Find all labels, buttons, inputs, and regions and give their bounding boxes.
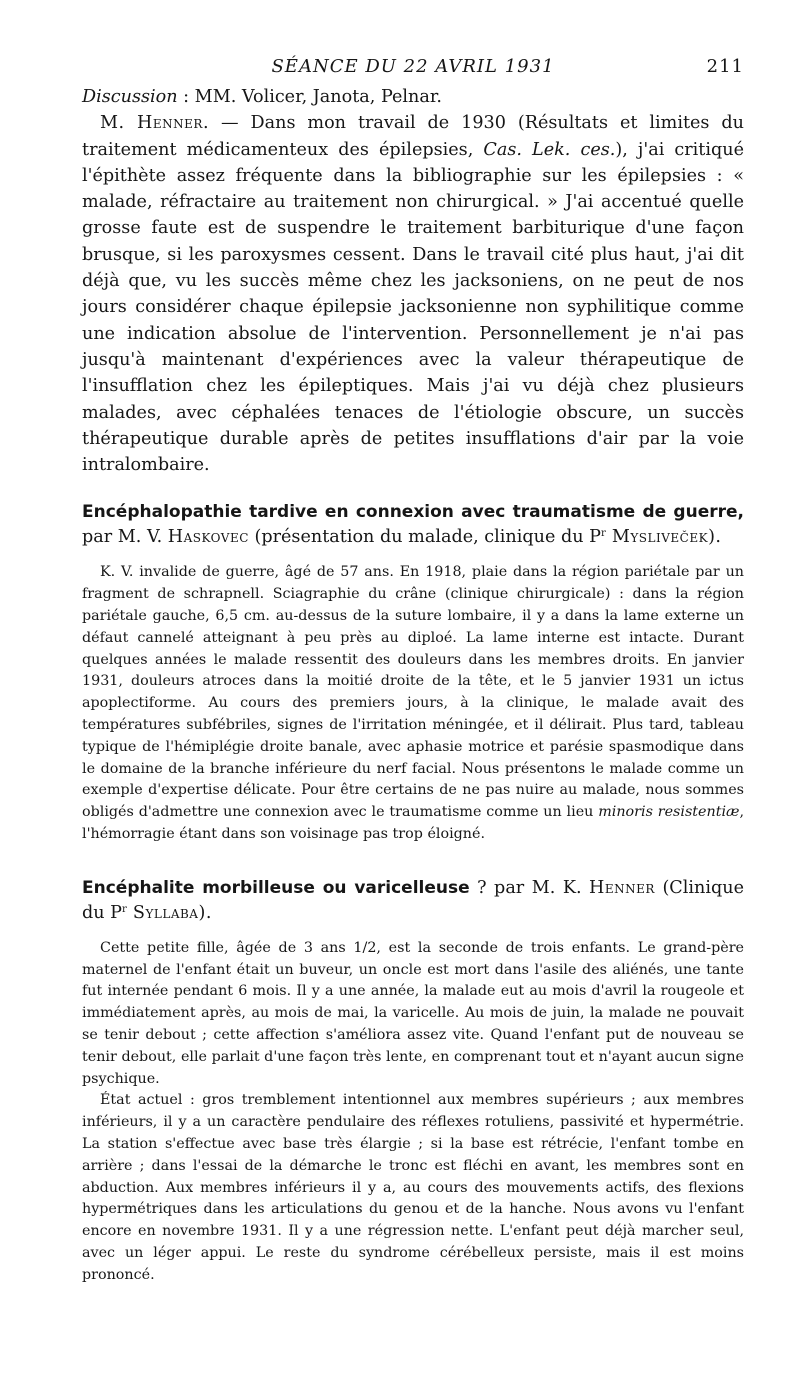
section2-sup: r [122,903,127,915]
discussion-participants: : MM. Volicer, Janota, Pelnar. [177,87,442,107]
section2-paragraph-2: État actuel : gros tremblement intentionnel aux membres supérieurs ; aux membres inférieurs, il y a un caractère pendulaire des réflexes rotuliens, passivité et hypermétrie. La station s'effectue avec base très élargie ; si la base est rétrécie, l'enfant tombe en arrière ; dans l'essai de la démarche le tronc est fléchi en avant, les membres sont en abduction. Aux membres inférieurs il y a, au cours des mouvements actifs, des flexions hypermétriques dans les articulations du genou et de la hanche. Nous avons vu l'enfant encore en novembre 1931. Il y a une régression nette. L'enfant peut déjà marcher seul, avec un léger appui. Le reste du syndrome cérébelleux persiste, mais il est moins prononcé. [82,1092,744,1283]
section1-byline-pre: par M. V. [82,527,168,548]
discussion-line [82,84,744,110]
section1-sup: r [601,528,606,540]
section2-byline-pre: ? par M. K. [469,877,590,898]
section1-heading [82,500,744,550]
section1-title: Encéphalopathie tardive en connexion avec traumatisme de guerre, [82,502,744,523]
henner-text-after: ), j'ai critiqué l'épithète assez fréquente dans la bibliographie sur les épilepsies : « malade, réfractaire au traitement non chirurgical. » J'ai accentué quelle grosse faute est de suspendre le traitement barbiturique d'une façon brusque, si les paroxysmes cessent. Dans le travail cité plus haut, j'ai dit déjà que, vu les succès même chez les jacksoniens, on ne peut de nos jours considérer chaque épilepsie jacksonienne non syphilitique comme une indication absolue de l'intervention. Personnellement je n'ai pas jusqu'à maintenant d'expériences avec la valeur thérapeutique de l'insufflation chez les épileptiques. Mais j'ai vu déjà chez plusieurs malades, avec céphalées tenaces de l'étiologie obscure, un succès thérapeutique durable après de petites insufflations d'air par la voie intralombaire. [82,139,744,476]
discussion-label: Discussion [82,87,178,107]
page [82,56,744,1287]
section1-byline-mid: (présentation du malade, clinique du P [248,527,601,548]
section2-paragraph-1: Cette petite fille, âgée de 3 ans 1/2, est la seconde de trois enfants. Le grand-père maternel de l'enfant était un buveur, un oncle est mort dans l'asile des aliénés, une tante fut internée pendant 6 mois. Il y a une année, la malade eut au mois d'avril la rougeole et immédiatement après, au mois de mai, la varicelle. Au mois de juin, la malade ne pouvait se tenir debout ; cette affection s'améliora assez vite. Quand l'enfant put de nouveau se tenir debout, elle parlait d'une façon très lente, en comprenant tout et n'ayant aucun signe psychique. [82,939,744,1087]
section2-clinic: Syllaba). [126,902,212,923]
section2-byline-mid: (Clinique du P [82,877,744,923]
henner-journal: Cas. Lek. ces. [483,139,616,160]
page-number: 211 [706,56,744,77]
section1-paragraph [82,562,744,845]
section2-title: Encéphalite morbilleuse ou varicelleuse [82,877,470,898]
section1-paragraph-end: , l'hémorragie étant dans son voisinage pas trop éloigné. [82,804,745,843]
running-title: SÉANCE DU 22 AVRIL 1931 [271,56,555,77]
section1-latin: minoris resistentiæ [598,804,740,821]
running-head [82,56,744,84]
henner-text-before: — Dans mon travail de 1930 (Résultats et limites du traitement médicamenteux des épilepsies, [82,113,744,160]
section1-byline-end: Mysliveček). [605,527,722,548]
henner-remark [82,110,744,478]
section1-paragraph-text: K. V. invalide de guerre, âgé de 57 ans. En 1918, plaie dans la région pariétale par un fragment de schrapnell. Sciagraphie du crâne (clinique chirurgicale) : dans la région pariétale gauche, 6,5 cm. au-dessus de la suture lombaire, il y a dans la lame externe un défaut cannelé atteignant à peu près au diploé. La lame interne est intacte. Durant quelques années le malade ressentit des douleurs dans les membres droits. En janvier 1931, douleurs atroces dans la moitié droite de la tête, et le 5 janvier 1931 un ictus apoplectiforme. Au cours des premiers jours, à la clinique, le malade avait des températures subfébriles, signes de l'irritation méningée, et il délirait. Plus tard, tableau typique de l'hémiplégie droite banale, avec aphasie motrice et parésie spasmodique dans le domaine de la branche inférieure du nerf facial. Nous présentons le malade comme un exemple d'expertise délicate. Pour être certains de ne pas nuire au malade, nous sommes obligés d'admettre une connexion avec le traumatisme comme un lieu [82,564,744,821]
section1-author: Haskovec [167,527,249,548]
section2-heading [82,876,744,926]
section2-author: Henner [589,877,655,898]
henner-author: M. Henner. [100,113,210,134]
